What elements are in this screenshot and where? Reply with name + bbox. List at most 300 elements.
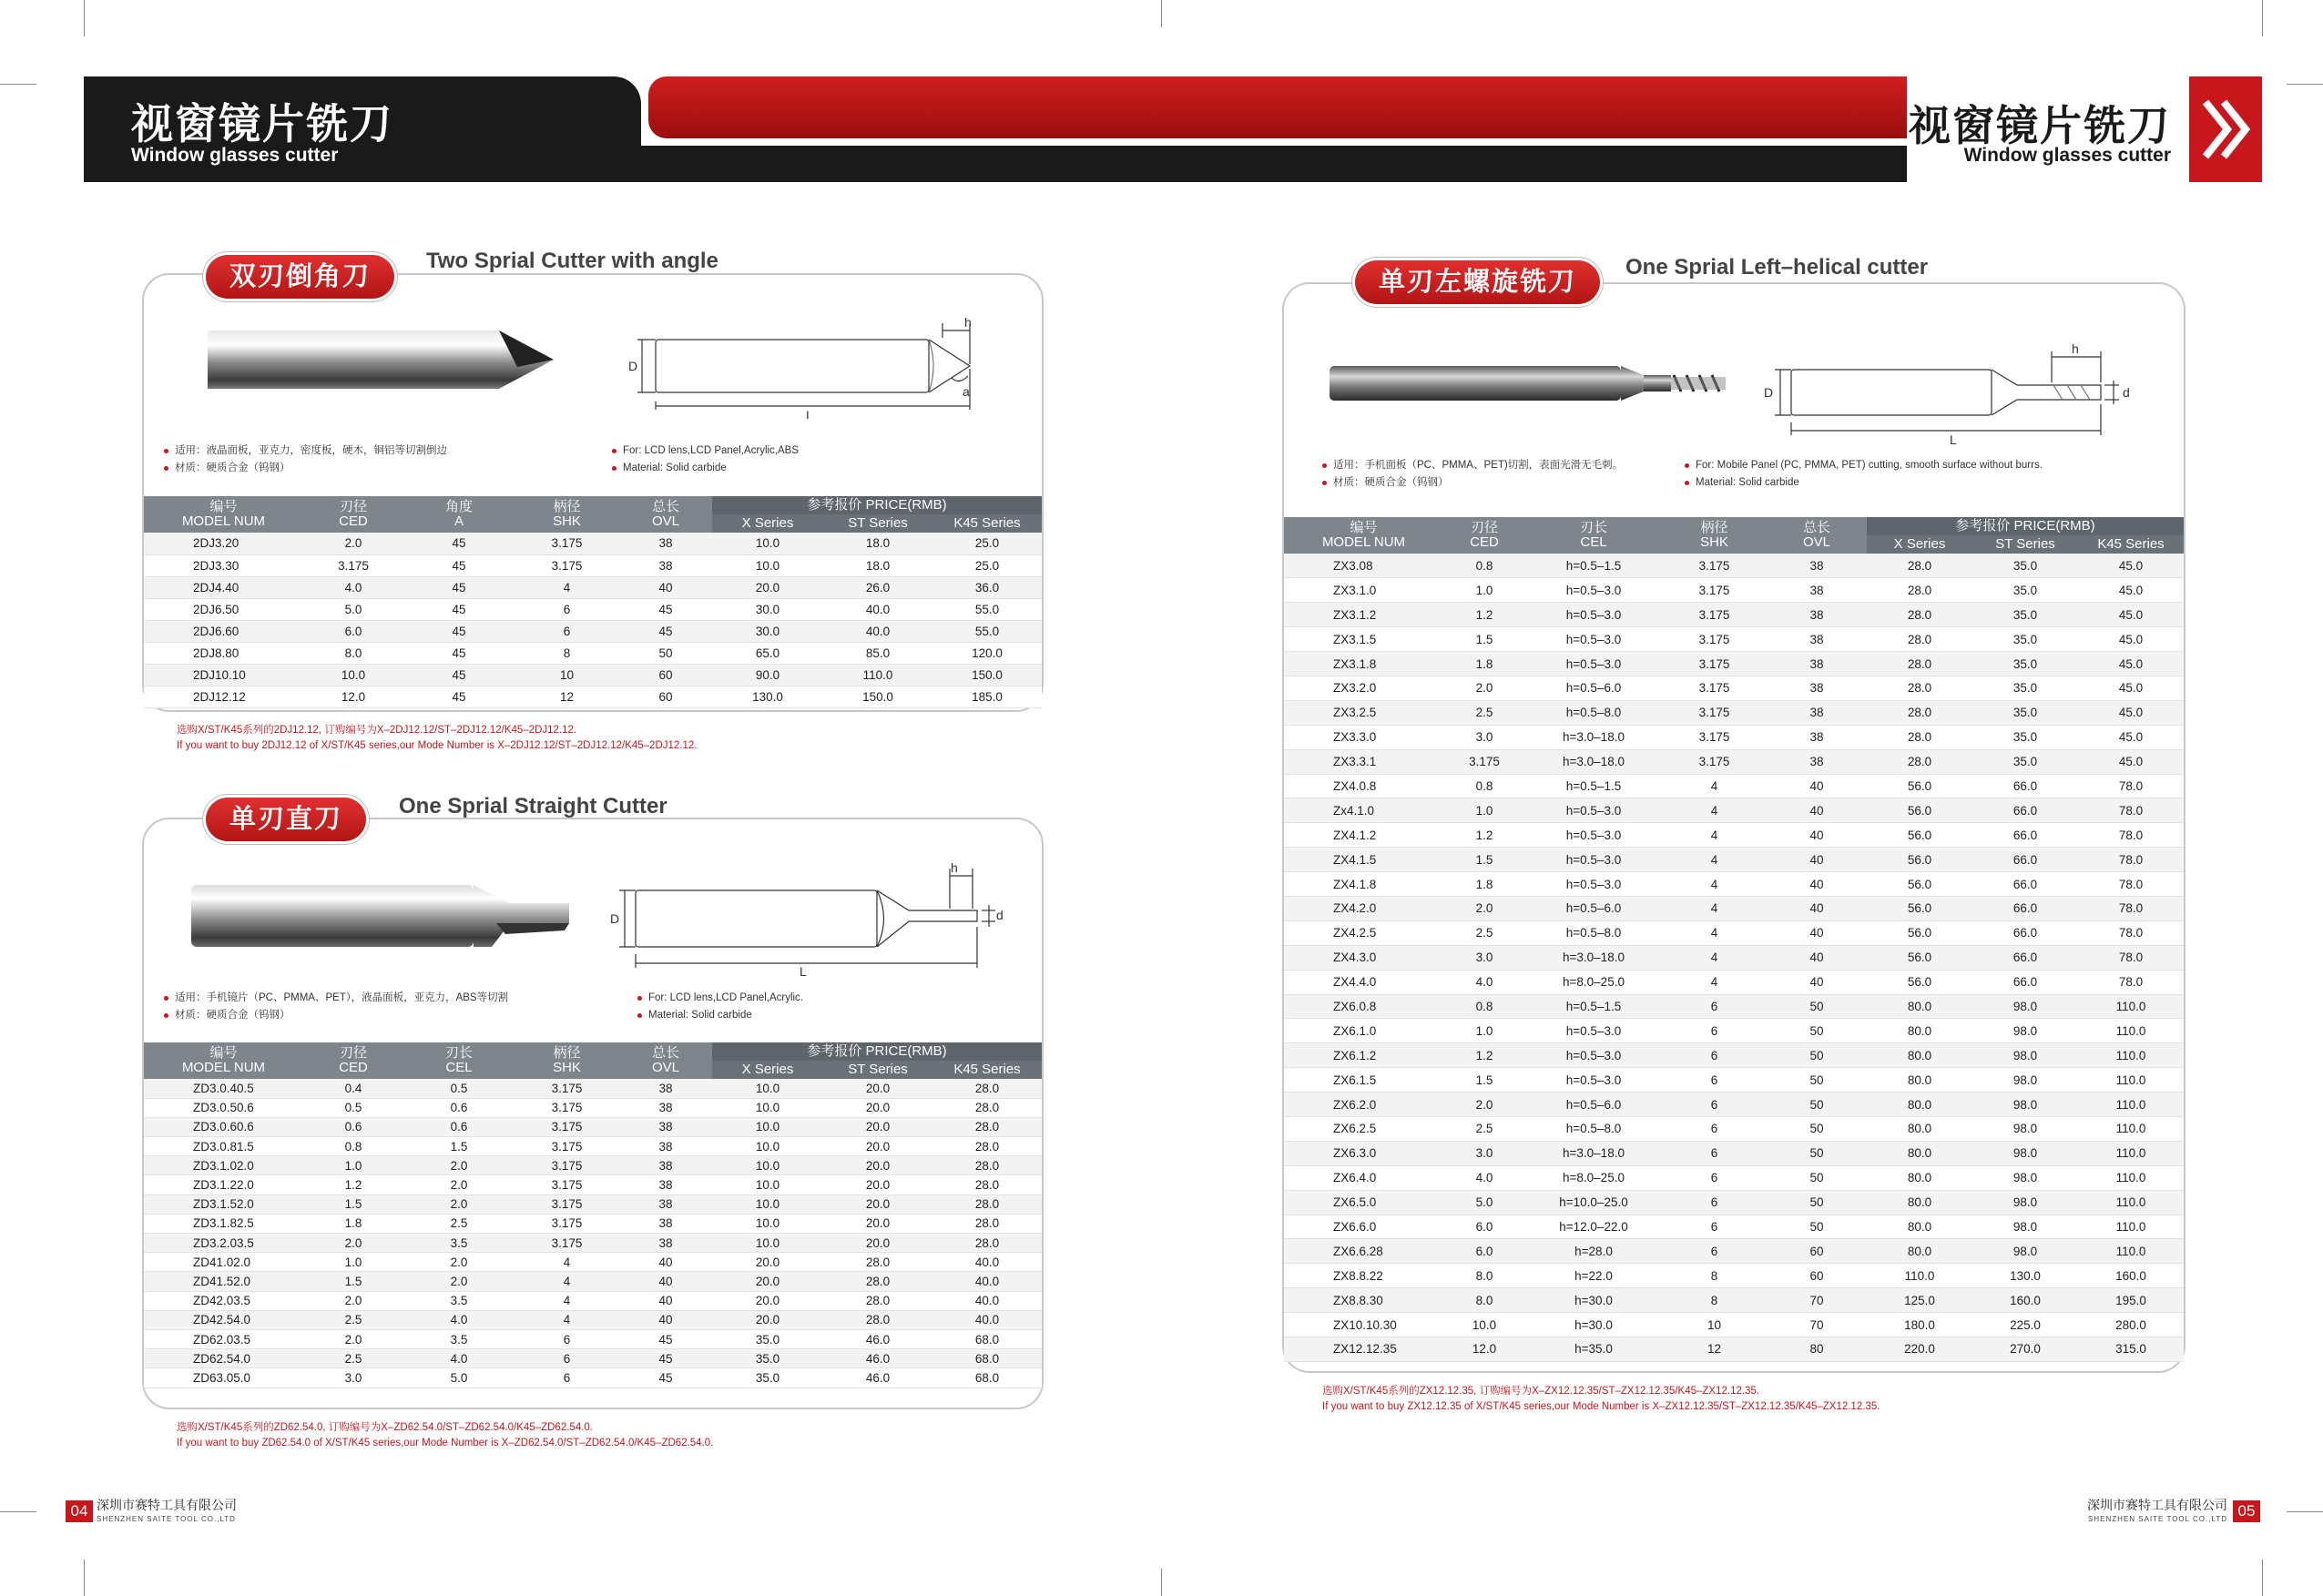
header-en: CED [339, 513, 368, 529]
order-note-en: If you want to buy ZX12.12.35 of X/ST/K45 series,our Mode Number is X–ZX12.12.35/ST–ZX12.12.35/K45–ZX12.12.35. [1322, 1401, 1880, 1412]
table-row [144, 686, 1042, 707]
table-cell: 98.0 [1972, 1239, 2078, 1264]
header-left-title [84, 76, 641, 182]
table-cell: 3.175 [303, 554, 403, 576]
table-row [144, 1253, 1042, 1272]
header-en: A [453, 513, 464, 529]
table-cell: 30.0 [712, 598, 823, 620]
table-cell: 46.0 [823, 1349, 932, 1368]
table-cell: 4 [1662, 896, 1767, 920]
table-cell: 98.0 [1972, 1093, 2078, 1117]
table-row [1284, 1288, 2184, 1313]
col-price: 参考报价 PRICE(RMB) [712, 496, 1042, 514]
table-cell: 78.0 [2078, 848, 2184, 872]
table-row [144, 1272, 1042, 1291]
table-cell: 110.0 [2078, 1215, 2184, 1239]
table-cell: 10.0 [712, 533, 823, 554]
header-en: OVL [651, 1060, 679, 1075]
table-cell: 45.0 [2078, 627, 2184, 652]
table-cell: 1.0 [1443, 798, 1525, 823]
table-cell: 20.0 [712, 1253, 823, 1272]
col-shk [1662, 517, 1767, 554]
table-cell: 225.0 [1972, 1313, 2078, 1337]
header-cn: 编号 [1350, 520, 1378, 535]
table-row [144, 1175, 1042, 1194]
table-row [144, 1137, 1042, 1156]
table-cell: 20.0 [712, 1272, 823, 1291]
table-cell: 4.0 [403, 1310, 515, 1329]
table-cell: 12 [515, 686, 619, 707]
table-cell: 2.5 [1443, 700, 1525, 725]
spec-table-straight [144, 1042, 1042, 1388]
table-cell: 40 [1767, 896, 1867, 920]
table-cell: 38 [1767, 603, 1867, 627]
table-cell: 12 [1662, 1337, 1767, 1362]
table-cell: 66.0 [1972, 945, 2078, 970]
table-cell: 10.0 [712, 1156, 823, 1175]
model-cell: 2DJ6.60 [144, 620, 303, 642]
table-cell: h=0.5–3.0 [1525, 627, 1662, 652]
table-cell: 0.6 [403, 1117, 515, 1136]
note-line: For: LCD lens,LCD Panel,Acrylic. [637, 990, 803, 1007]
table-cell: 50 [1767, 1093, 1867, 1117]
table-cell: h=30.0 [1525, 1288, 1662, 1313]
straight-cutter-diagram [608, 863, 1009, 977]
model-cell: ZX6.1.2 [1284, 1043, 1443, 1068]
table-cell: 20.0 [823, 1079, 932, 1098]
table-cell: 45 [403, 642, 515, 664]
table-row [144, 554, 1042, 576]
table-cell: 6 [515, 598, 619, 620]
table-row [144, 1194, 1042, 1214]
header-en: CED [1470, 534, 1499, 550]
table-cell: 4.0 [303, 576, 403, 598]
table-cell: 45 [403, 533, 515, 554]
section-title-straight: One Sprial Straight Cutter [399, 794, 667, 818]
table-cell: 28.0 [823, 1272, 932, 1291]
table-cell: 10.0 [1443, 1313, 1525, 1337]
table-cell: 2.5 [1443, 920, 1525, 945]
table-cell: 28.0 [1867, 554, 1972, 578]
table-cell: 20.0 [823, 1175, 932, 1194]
table-row [1284, 848, 2184, 872]
table-cell: 78.0 [2078, 774, 2184, 798]
col-shk [515, 496, 619, 533]
table-cell: 45 [403, 598, 515, 620]
table-cell: 3.175 [515, 1156, 619, 1175]
table-cell: 68.0 [932, 1329, 1042, 1348]
note-line: For: Mobile Panel (PC, PMMA, PET) cutting, smooth surface without burrs. [1685, 457, 2043, 474]
table-cell: 6.0 [1443, 1215, 1525, 1239]
note-line: 适用：手机面板（PC、PMMA、PET)切割，表面光滑无毛刺。 [1322, 457, 1623, 474]
table-cell: 28.0 [1867, 652, 1972, 676]
table-cell: h=0.5–3.0 [1525, 798, 1662, 823]
table-cell: 46.0 [823, 1329, 932, 1348]
table-cell: 1.5 [1443, 627, 1525, 652]
table-cell: 20.0 [712, 1310, 823, 1329]
table-cell: 60 [619, 686, 712, 707]
page-number-left: 04 [66, 1500, 93, 1522]
model-cell: ZX6.4.0 [1284, 1165, 1443, 1190]
header-cn: 柄径 [553, 499, 581, 514]
table-cell: 4 [515, 576, 619, 598]
table-cell: 6 [1662, 1116, 1767, 1141]
header-red-band [648, 76, 1907, 138]
table-cell: 8.0 [303, 642, 403, 664]
table-cell: 50 [1767, 994, 1867, 1019]
notes-cn-straight [164, 990, 508, 1024]
table-row [1284, 652, 2184, 676]
table-cell: 98.0 [1972, 1043, 2078, 1068]
table-row [144, 1349, 1042, 1368]
table-cell: 160.0 [1972, 1288, 2078, 1313]
page-title-en: Window glasses cutter [131, 145, 339, 166]
table-cell: 1.5 [1443, 848, 1525, 872]
table-cell: 4 [515, 1310, 619, 1329]
section-title-left-helical: One Sprial Left–helical cutter [1625, 255, 1929, 280]
table-cell: h=0.5–3.0 [1525, 872, 1662, 897]
table-cell: 4 [1662, 920, 1767, 945]
model-cell: ZD3.1.02.0 [144, 1156, 303, 1175]
note-line: Material: Solid carbide [637, 1007, 803, 1024]
table-row [1284, 1239, 2184, 1264]
table-cell: 10.0 [712, 1079, 823, 1098]
table-cell: 90.0 [712, 664, 823, 686]
model-cell: ZX4.1.2 [1284, 823, 1443, 848]
col-ovl [1767, 517, 1867, 554]
model-cell: ZX3.1.2 [1284, 603, 1443, 627]
crop-mark [2262, 0, 2263, 36]
table-body [1284, 554, 2184, 1361]
table-cell: 5.0 [1443, 1190, 1525, 1215]
table-cell: 3.0 [1443, 945, 1525, 970]
table-cell: 38 [619, 1079, 712, 1098]
table-cell: 56.0 [1867, 920, 1972, 945]
table-cell: 2.0 [1443, 676, 1525, 700]
header-en: OVL [1802, 534, 1830, 550]
table-cell: 38 [619, 1214, 712, 1233]
table-cell: 2.0 [1443, 1093, 1525, 1117]
table-cell: 1.8 [303, 1214, 403, 1233]
table-cell: 38 [1767, 725, 1867, 749]
table-cell: h=0.5–1.5 [1525, 774, 1662, 798]
page-title-cn: 视窗镜片铣刀 [131, 100, 393, 147]
model-cell: 2DJ3.30 [144, 554, 303, 576]
table-cell: 45 [403, 664, 515, 686]
spec-table-left-helical [1284, 517, 2184, 1362]
table-cell: 40.0 [823, 620, 932, 642]
table-cell: 45.0 [2078, 676, 2184, 700]
table-cell: 0.8 [1443, 554, 1525, 578]
header-cn: 柄径 [553, 1045, 581, 1061]
table-cell: 66.0 [1972, 872, 2078, 897]
table-cell: 28.0 [932, 1137, 1042, 1156]
model-cell: ZX3.1.8 [1284, 652, 1443, 676]
table-cell: 6.0 [303, 620, 403, 642]
diagram-label-l: L [806, 408, 813, 419]
model-cell: ZX3.2.0 [1284, 676, 1443, 700]
table-cell: 4 [1662, 872, 1767, 897]
table-cell: 4 [1662, 848, 1767, 872]
notes-en-two-spiral [612, 442, 799, 477]
table-cell: 35.0 [1972, 700, 2078, 725]
company-name-cn: 深圳市赛特工具有限公司 [2087, 1498, 2227, 1512]
table-cell: h=3.0–18.0 [1525, 1141, 1662, 1165]
table-cell: h=0.5–3.0 [1525, 1043, 1662, 1068]
table-cell: 0.8 [303, 1137, 403, 1156]
table-cell: 20.0 [823, 1194, 932, 1214]
table-cell: 5.0 [303, 598, 403, 620]
table-cell: 45 [619, 598, 712, 620]
diagram-label-a: a [963, 384, 970, 399]
table-cell: 0.5 [303, 1098, 403, 1117]
col-ced [1443, 517, 1525, 554]
notes-cn-left-helical [1322, 457, 1623, 492]
table-cell: 25.0 [932, 554, 1042, 576]
table-cell: 38 [619, 1234, 712, 1253]
table-body [144, 1079, 1042, 1388]
table-cell: 78.0 [2078, 920, 2184, 945]
table-cell: h=0.5–6.0 [1525, 676, 1662, 700]
model-cell: 2DJ8.80 [144, 642, 303, 664]
table-cell: 78.0 [2078, 798, 2184, 823]
table-cell: 56.0 [1867, 774, 1972, 798]
col-cel [403, 1042, 515, 1079]
table-cell: 28.0 [823, 1253, 932, 1272]
company-name-right [2063, 1498, 2227, 1527]
notes-en-left-helical [1685, 457, 2043, 492]
table-cell: 50 [1767, 1019, 1867, 1043]
table-row [1284, 1043, 2184, 1068]
crop-mark [2287, 84, 2323, 85]
table-cell: 10.0 [712, 1194, 823, 1214]
table-cell: h=0.5–3.0 [1525, 1068, 1662, 1093]
table-row [144, 1310, 1042, 1329]
table-cell: 60 [1767, 1264, 1867, 1288]
table-cell: 10.0 [712, 1175, 823, 1194]
model-cell: ZX3.3.1 [1284, 749, 1443, 774]
table-row [144, 1214, 1042, 1233]
table-cell: 45 [403, 686, 515, 707]
table-cell: 50 [619, 642, 712, 664]
table-cell: 8 [1662, 1288, 1767, 1313]
table-cell: 56.0 [1867, 896, 1972, 920]
header-cn: 编号 [209, 1045, 238, 1061]
table-cell: 78.0 [2078, 896, 2184, 920]
diagram-label-small-d: d [996, 908, 1004, 922]
table-cell: 6 [1662, 1141, 1767, 1165]
table-cell: h=0.5–3.0 [1525, 603, 1662, 627]
table-header-row [144, 1042, 1042, 1061]
table-cell: 25.0 [932, 533, 1042, 554]
model-cell: ZX6.0.8 [1284, 994, 1443, 1019]
table-row [1284, 603, 2184, 627]
table-body [144, 533, 1042, 707]
table-cell: 36.0 [932, 576, 1042, 598]
header-en: MODEL NUM [1321, 534, 1406, 550]
table-cell: 2.0 [403, 1253, 515, 1272]
model-cell: ZX4.2.0 [1284, 896, 1443, 920]
table-cell: 4.0 [1443, 1165, 1525, 1190]
model-cell: Zx4.1.0 [1284, 798, 1443, 823]
model-cell: 2DJ3.20 [144, 533, 303, 554]
header-en: CED [339, 1060, 368, 1075]
header-cn: 总长 [651, 1045, 679, 1061]
table-cell: 38 [619, 1175, 712, 1194]
table-cell: h=22.0 [1525, 1264, 1662, 1288]
table-cell: 38 [619, 554, 712, 576]
crop-mark [2262, 1560, 2263, 1596]
order-note-en: If you want to buy ZD62.54.0 of X/ST/K45 series,our Mode Number is X–ZD62.54.0/ST–ZD62.54.0/K45–ZD62.54.0. [177, 1438, 714, 1449]
table-cell: 35.0 [1972, 603, 2078, 627]
table-cell: 28.0 [823, 1310, 932, 1329]
table-cell: 80.0 [1867, 1068, 1972, 1093]
table-cell: h=3.0–18.0 [1525, 725, 1662, 749]
header-cn: 刃径 [1470, 520, 1498, 535]
table-cell: 110.0 [2078, 1141, 2184, 1165]
table-cell: 2.0 [403, 1175, 515, 1194]
table-cell: 270.0 [1972, 1337, 2078, 1362]
table-row [1284, 1190, 2184, 1215]
table-cell: 12.0 [1443, 1337, 1525, 1362]
table-cell: 85.0 [823, 642, 932, 664]
crop-mark [0, 1511, 36, 1512]
table-cell: 3.175 [515, 1175, 619, 1194]
table-cell: 1.0 [1443, 1019, 1525, 1043]
table-row [1284, 1337, 2184, 1362]
table-cell: 78.0 [2078, 823, 2184, 848]
table-row [1284, 896, 2184, 920]
table-cell: 2.5 [303, 1310, 403, 1329]
table-cell: h=3.0–18.0 [1525, 749, 1662, 774]
col-ced [303, 1042, 403, 1079]
section-tag-two-spiral: 双刃倒角刀 [206, 255, 394, 299]
table-cell: 10 [1662, 1313, 1767, 1337]
table-cell: 6 [1662, 1190, 1767, 1215]
diagram-label-h: h [2072, 344, 2079, 356]
notes-cn-two-spiral [164, 442, 447, 477]
table-header-row [1284, 517, 2184, 535]
table-cell: 78.0 [2078, 872, 2184, 897]
table-cell: 6 [515, 1329, 619, 1348]
table-cell: 40.0 [932, 1272, 1042, 1291]
model-cell: ZX4.3.0 [1284, 945, 1443, 970]
table-row [1284, 700, 2184, 725]
model-cell: 2DJ4.40 [144, 576, 303, 598]
table-cell: 78.0 [2078, 945, 2184, 970]
model-cell: ZX3.1.0 [1284, 578, 1443, 603]
table-cell: 40.0 [932, 1253, 1042, 1272]
table-cell: 20.0 [823, 1117, 932, 1136]
table-cell: 45 [403, 576, 515, 598]
table-cell: 35.0 [1972, 725, 2078, 749]
table-cell: 80.0 [1867, 1239, 1972, 1264]
table-cell: 38 [1767, 700, 1867, 725]
table-cell: 40 [1767, 872, 1867, 897]
model-cell: ZX6.1.0 [1284, 1019, 1443, 1043]
company-name-left [97, 1498, 237, 1527]
table-cell: 4 [1662, 970, 1767, 994]
table-cell: 78.0 [2078, 970, 2184, 994]
table-cell: 28.0 [932, 1214, 1042, 1233]
table-cell: 35.0 [712, 1368, 823, 1388]
table-cell: 1.0 [303, 1156, 403, 1175]
diagram-label-small-d: d [2123, 385, 2130, 400]
spec-table-two-spiral [144, 496, 1042, 708]
col-x-series: X Series [712, 514, 823, 533]
table-cell: 8.0 [1443, 1264, 1525, 1288]
table-cell: 315.0 [2078, 1337, 2184, 1362]
table-cell: 1.0 [303, 1253, 403, 1272]
diagram-label-l: L [1950, 432, 1957, 444]
table-cell: 3.175 [1662, 700, 1767, 725]
table-cell: 2.0 [403, 1272, 515, 1291]
table-cell: 38 [1767, 554, 1867, 578]
table-cell: 1.0 [1443, 578, 1525, 603]
crop-mark [0, 84, 36, 85]
model-cell: ZX6.2.0 [1284, 1093, 1443, 1117]
table-cell: 66.0 [1972, 774, 2078, 798]
table-cell: 80.0 [1867, 1019, 1972, 1043]
table-row [1284, 725, 2184, 749]
table-cell: 28.0 [932, 1098, 1042, 1117]
table-cell: 220.0 [1867, 1337, 1972, 1362]
table-cell: 3.175 [515, 1098, 619, 1117]
diagram-label-h: h [951, 863, 958, 875]
note-line: 材质：硬质合金（钨钢） [164, 460, 447, 477]
table-cell: 20.0 [823, 1214, 932, 1233]
table-cell: 110.0 [2078, 1239, 2184, 1264]
table-row [144, 664, 1042, 686]
table-cell: 28.0 [932, 1156, 1042, 1175]
table-row [1284, 1313, 2184, 1337]
table-cell: 38 [1767, 749, 1867, 774]
table-cell: 66.0 [1972, 848, 2078, 872]
note-line: 材质：硬质合金（钨钢） [164, 1007, 508, 1024]
table-cell: 56.0 [1867, 945, 1972, 970]
table-cell: 56.0 [1867, 823, 1972, 848]
table-cell: 6 [1662, 1068, 1767, 1093]
table-cell: 4 [1662, 823, 1767, 848]
col-price: 参考报价 PRICE(RMB) [712, 1042, 1042, 1061]
table-cell: 185.0 [932, 686, 1042, 707]
table-cell: 6 [515, 1349, 619, 1368]
crop-mark [2287, 1511, 2323, 1512]
table-cell: h=0.5–8.0 [1525, 1116, 1662, 1141]
model-cell: ZD62.54.0 [144, 1349, 303, 1368]
table-row [1284, 676, 2184, 700]
table-cell: 10.0 [712, 1234, 823, 1253]
table-cell: 65.0 [712, 642, 823, 664]
order-note-cn: 选购X/ST/K45系列的2DJ12.12, 订购编号为X–2DJ12.12/ST–2DJ12.12/K45–2DJ12.12. [177, 725, 577, 736]
company-name-cn: 深圳市赛特工具有限公司 [97, 1498, 237, 1512]
table-cell: 60 [1767, 1239, 1867, 1264]
col-k45-series: K45 Series [932, 1061, 1042, 1079]
header-en: CEL [445, 1060, 473, 1075]
table-cell: 3.175 [1662, 627, 1767, 652]
table-cell: 28.0 [932, 1079, 1042, 1098]
table-cell: 28.0 [1867, 578, 1972, 603]
table-cell: 110.0 [2078, 1068, 2184, 1093]
header-cn: 编号 [209, 499, 238, 514]
table-cell: 40.0 [932, 1291, 1042, 1310]
table-row [1284, 994, 2184, 1019]
table-cell: 3.175 [515, 554, 619, 576]
table-cell: 4 [515, 1272, 619, 1291]
table-header-row [144, 496, 1042, 514]
table-cell: 66.0 [1972, 798, 2078, 823]
table-cell: 3.175 [1662, 725, 1767, 749]
